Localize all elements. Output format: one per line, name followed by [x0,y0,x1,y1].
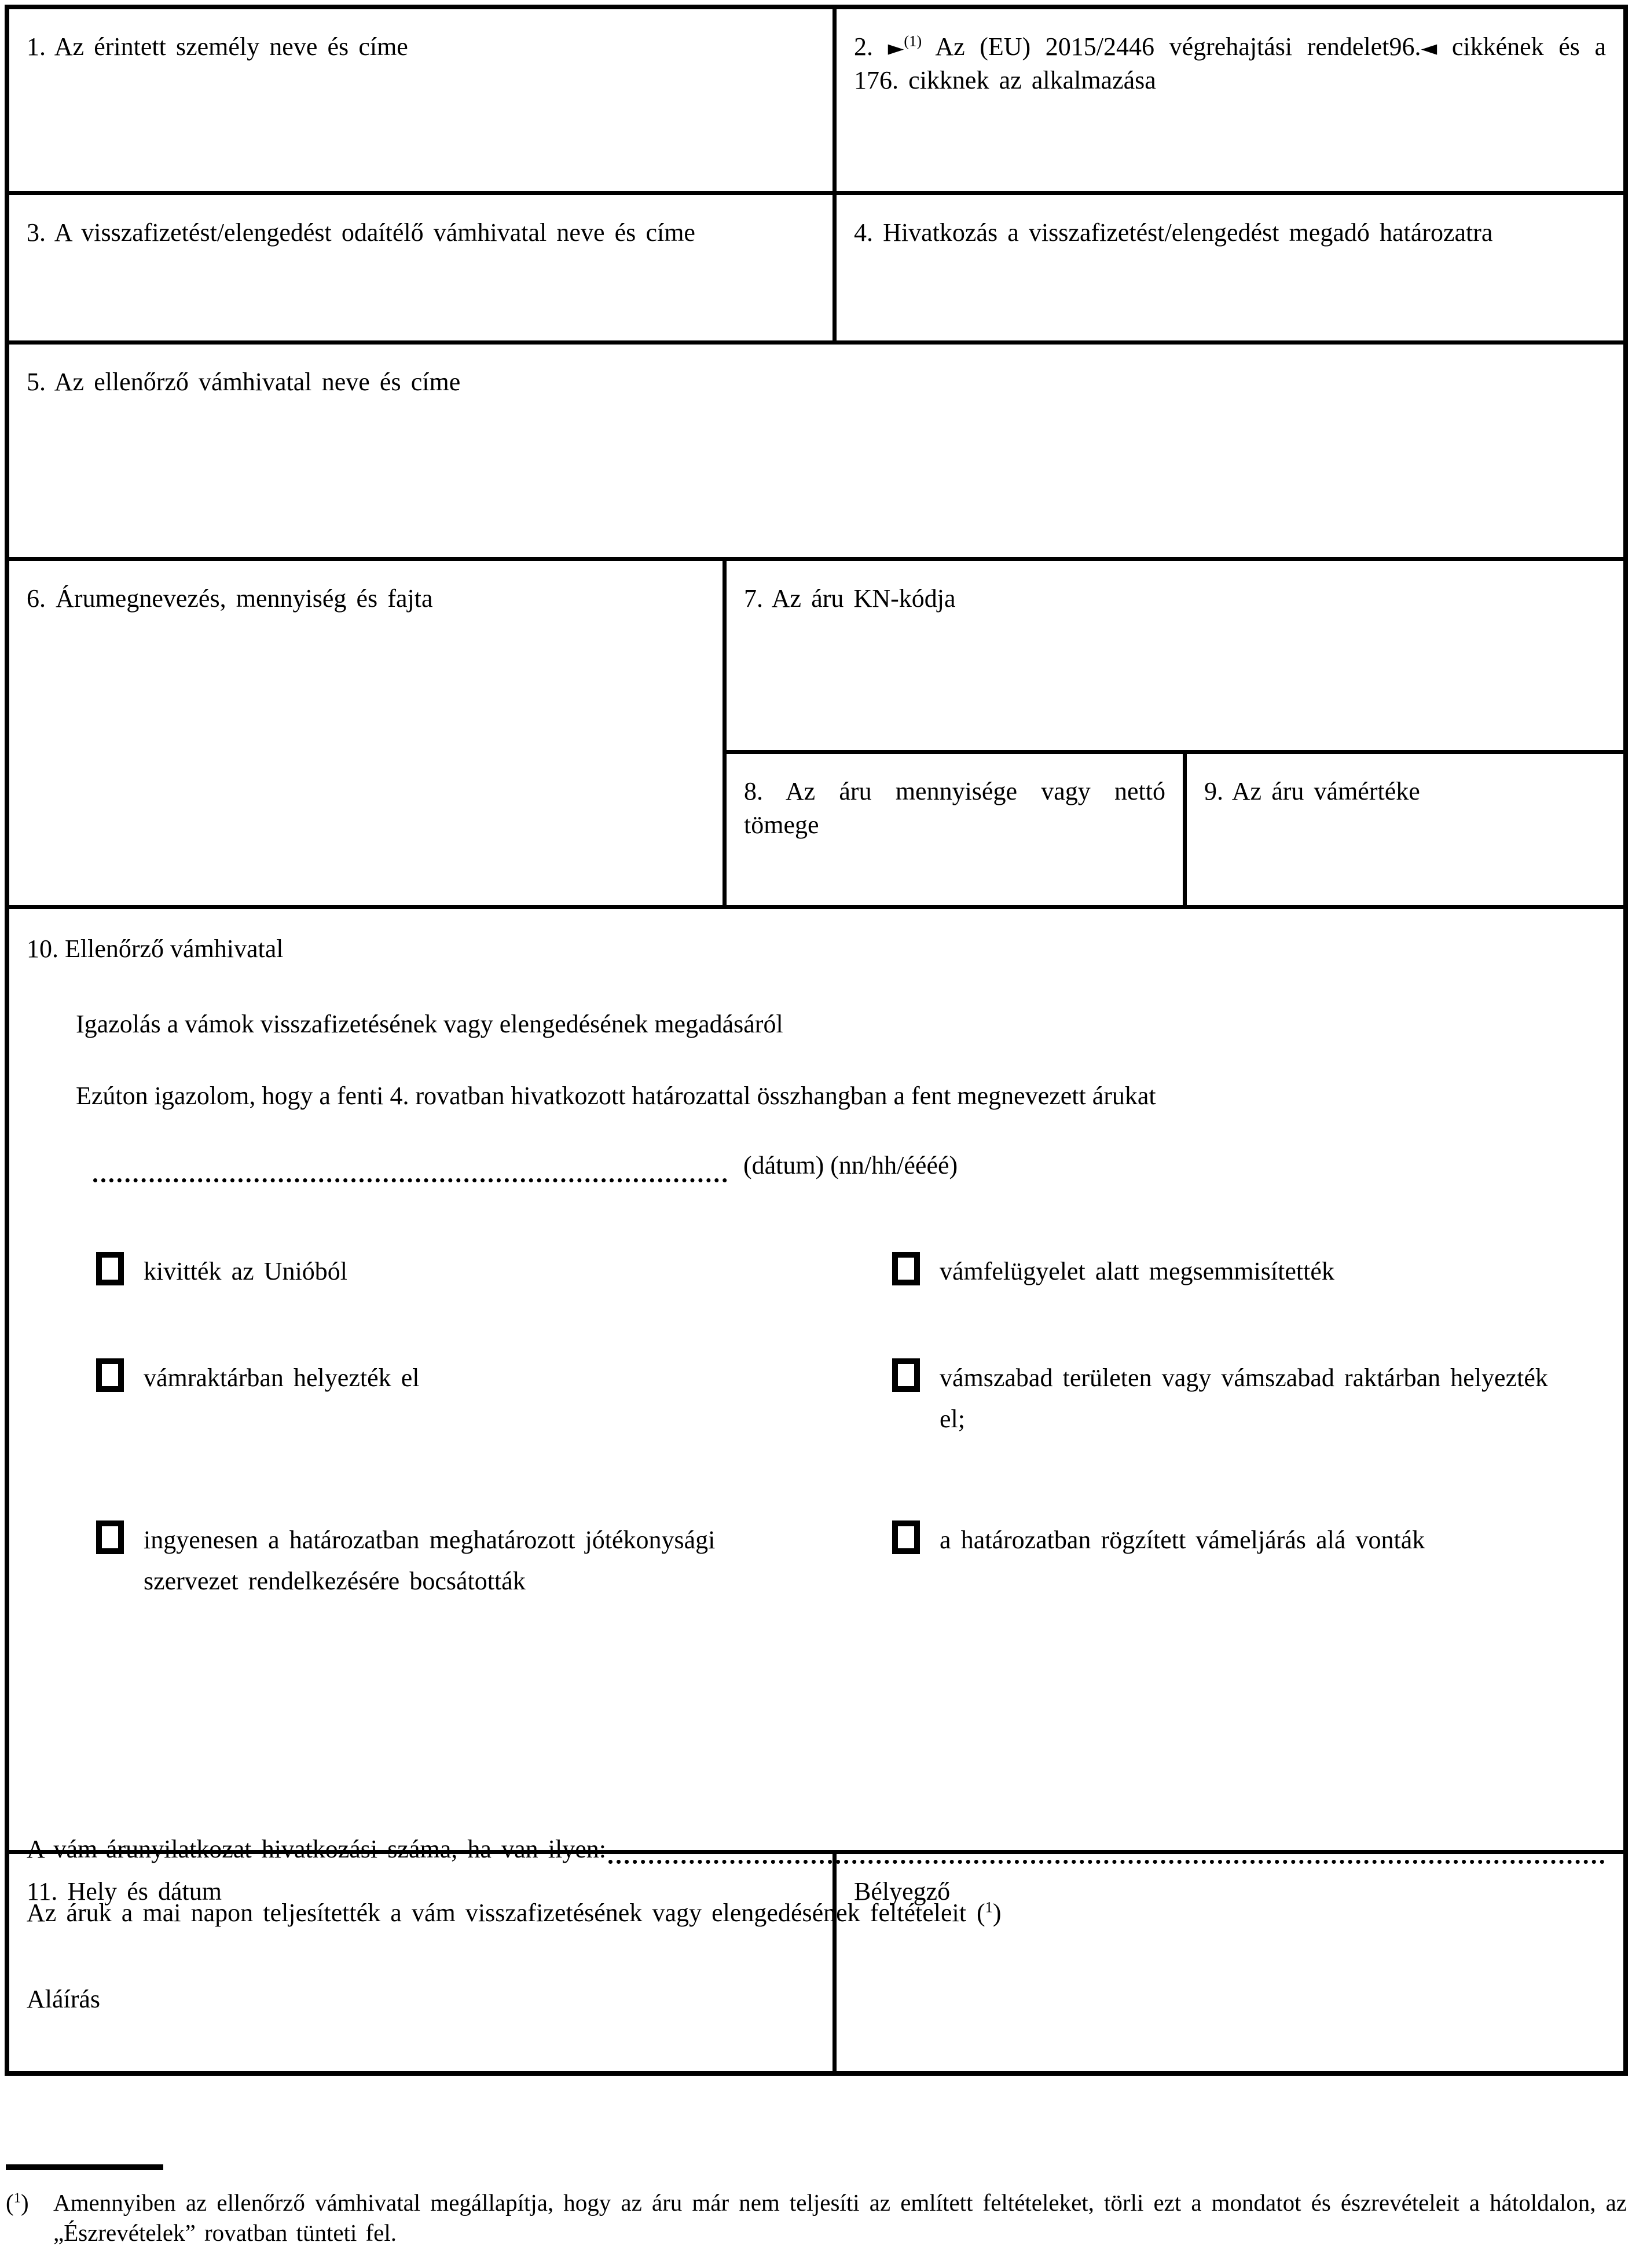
box8-label: 8. Az áru mennyisége vagy nettó tömege [744,777,1165,840]
checkbox[interactable] [892,1358,920,1392]
box10-title: 10. Ellenőrző vámhivatal [27,935,284,963]
checkbox-label: vámszabad területen vagy vámszabad raktárban helyezték el; [940,1363,1548,1433]
stamp-label: Bélyegző [854,1877,951,1906]
option-exported-from-union [96,1251,892,1292]
box4-label: 4. Hivatkozás a visszafizetést/elengedést megadó határozatra [854,218,1493,247]
footnote-text: ($^1$) Amennyiben az ellenőrző vámhivatal megállapítja, hogy az áru már nem teljesíti az említett feltételeket, törli ezt a mondatot és észrevételeit a hátoldalon, az „Észrevételek” rovatban tünteti fel. [6,2188,1627,2248]
amendment-note-ref: (1) [904,32,922,50]
form-row-2 [9,191,1623,340]
box6-goods-description[interactable] [9,561,727,905]
form-table [5,5,1628,2076]
form-row-1 [9,9,1623,191]
checkbox-label: vámfelügyelet alatt megsemmisítették [940,1257,1334,1286]
option-placed-free-zone [892,1357,1606,1440]
amendment-close-marker-icon: ◄ [1421,36,1437,60]
form-row-6 [9,1850,1623,2071]
box2-regulation-articles[interactable] [837,9,1623,191]
footnote-area [6,2164,1627,2248]
box10-statement-line: Ezúton igazolom, hogy a fenti 4. rovatban hivatkozott határozattal összhangban a fent megnevezett árukat [76,1082,1156,1111]
option-destroyed-under-supervision [892,1251,1606,1292]
box11-place-and-date[interactable] [9,1854,837,2071]
box4-decision-reference[interactable] [837,195,1623,340]
checkbox-row-2 [27,1357,1606,1440]
checkbox-row-3 [27,1519,1606,1602]
box9-customs-value[interactable] [1187,754,1623,905]
box8-quantity-net-mass[interactable] [727,754,1187,905]
box5-supervising-customs-office[interactable] [9,345,1623,557]
box11-label: 11. Hely és dátum [27,1877,222,1906]
box10-certificate-line: Igazolás a vámok visszafizetésének vagy elengedésének megadásáról [76,1010,783,1039]
date-fill-line[interactable] [93,1162,727,1182]
option-charity-free-of-charge [96,1519,892,1602]
checkbox-label: kivitték az Unióból [144,1257,348,1286]
checkbox-label: a határozatban rögzített vámeljárás alá vonták [940,1526,1425,1555]
footnote-marker: ($^1$) [6,2189,29,2216]
checkbox[interactable] [892,1252,920,1285]
date-format-hint: (dátum) (nn/hh/éééé) [743,1151,958,1180]
checkbox-label: ingyenesen a határozatban meghatározott jótékonysági szervezet rendelkezésére bocsátották [144,1526,716,1596]
box3-granting-customs-office[interactable] [9,195,837,340]
conditions-fulfilled-line: Az áruk a mai napon teljesítették a vám visszafizetésének vagy elengedésének feltételeit ($^1$) [27,1898,1002,1927]
form-row-3 [9,340,1623,557]
box2-label: 2. ►$^{(1)}$ Az (EU) 2015/2446 végrehajtási rendelet96.◄ cikkének és a 176. cikknek az alkalmazása [854,32,1606,95]
box1-label: 1. Az érintett személy neve és címe [27,32,408,61]
option-placed-customs-warehouse [96,1357,892,1440]
box1-person-name-address[interactable] [9,9,837,191]
amendment-open-marker-icon: ► [887,36,904,60]
stamp-box[interactable] [837,1854,1623,2071]
box6-label: 6. Árumegnevezés, mennyiség és fajta [27,584,433,613]
checkbox[interactable] [892,1520,920,1554]
form-row-4 [9,557,1623,905]
box3-label: 3. A visszafizetést/elengedést odaítélő vámhivatal neve és címe [27,218,695,247]
date-line [93,1149,1606,1182]
checkbox[interactable] [96,1358,124,1392]
form-row-4-right [727,561,1623,905]
footnote-divider [6,2164,163,2170]
checkbox[interactable] [96,1252,124,1285]
option-customs-procedure-in-decision [892,1519,1606,1602]
box7-label: 7. Az áru KN-kódja [744,584,956,613]
signature-label: Aláírás [27,1985,101,2014]
box9-label: 9. Az áru vámértéke [1204,777,1420,805]
box5-label: 5. Az ellenőrző vámhivatal neve és címe [27,368,461,396]
form-row-4-bottom [727,754,1623,905]
checkbox-label: vámraktárban helyezték el [144,1363,420,1392]
footnote-ref: ($^1$) [976,1898,1002,1927]
box7-cn-code[interactable] [727,561,1623,754]
checkbox[interactable] [96,1520,124,1554]
checkbox-row-1 [27,1251,1606,1292]
declaration-reference-label: A vám-árunyilatkozat hivatkozási száma, ha van ilyen: [27,1834,606,1863]
